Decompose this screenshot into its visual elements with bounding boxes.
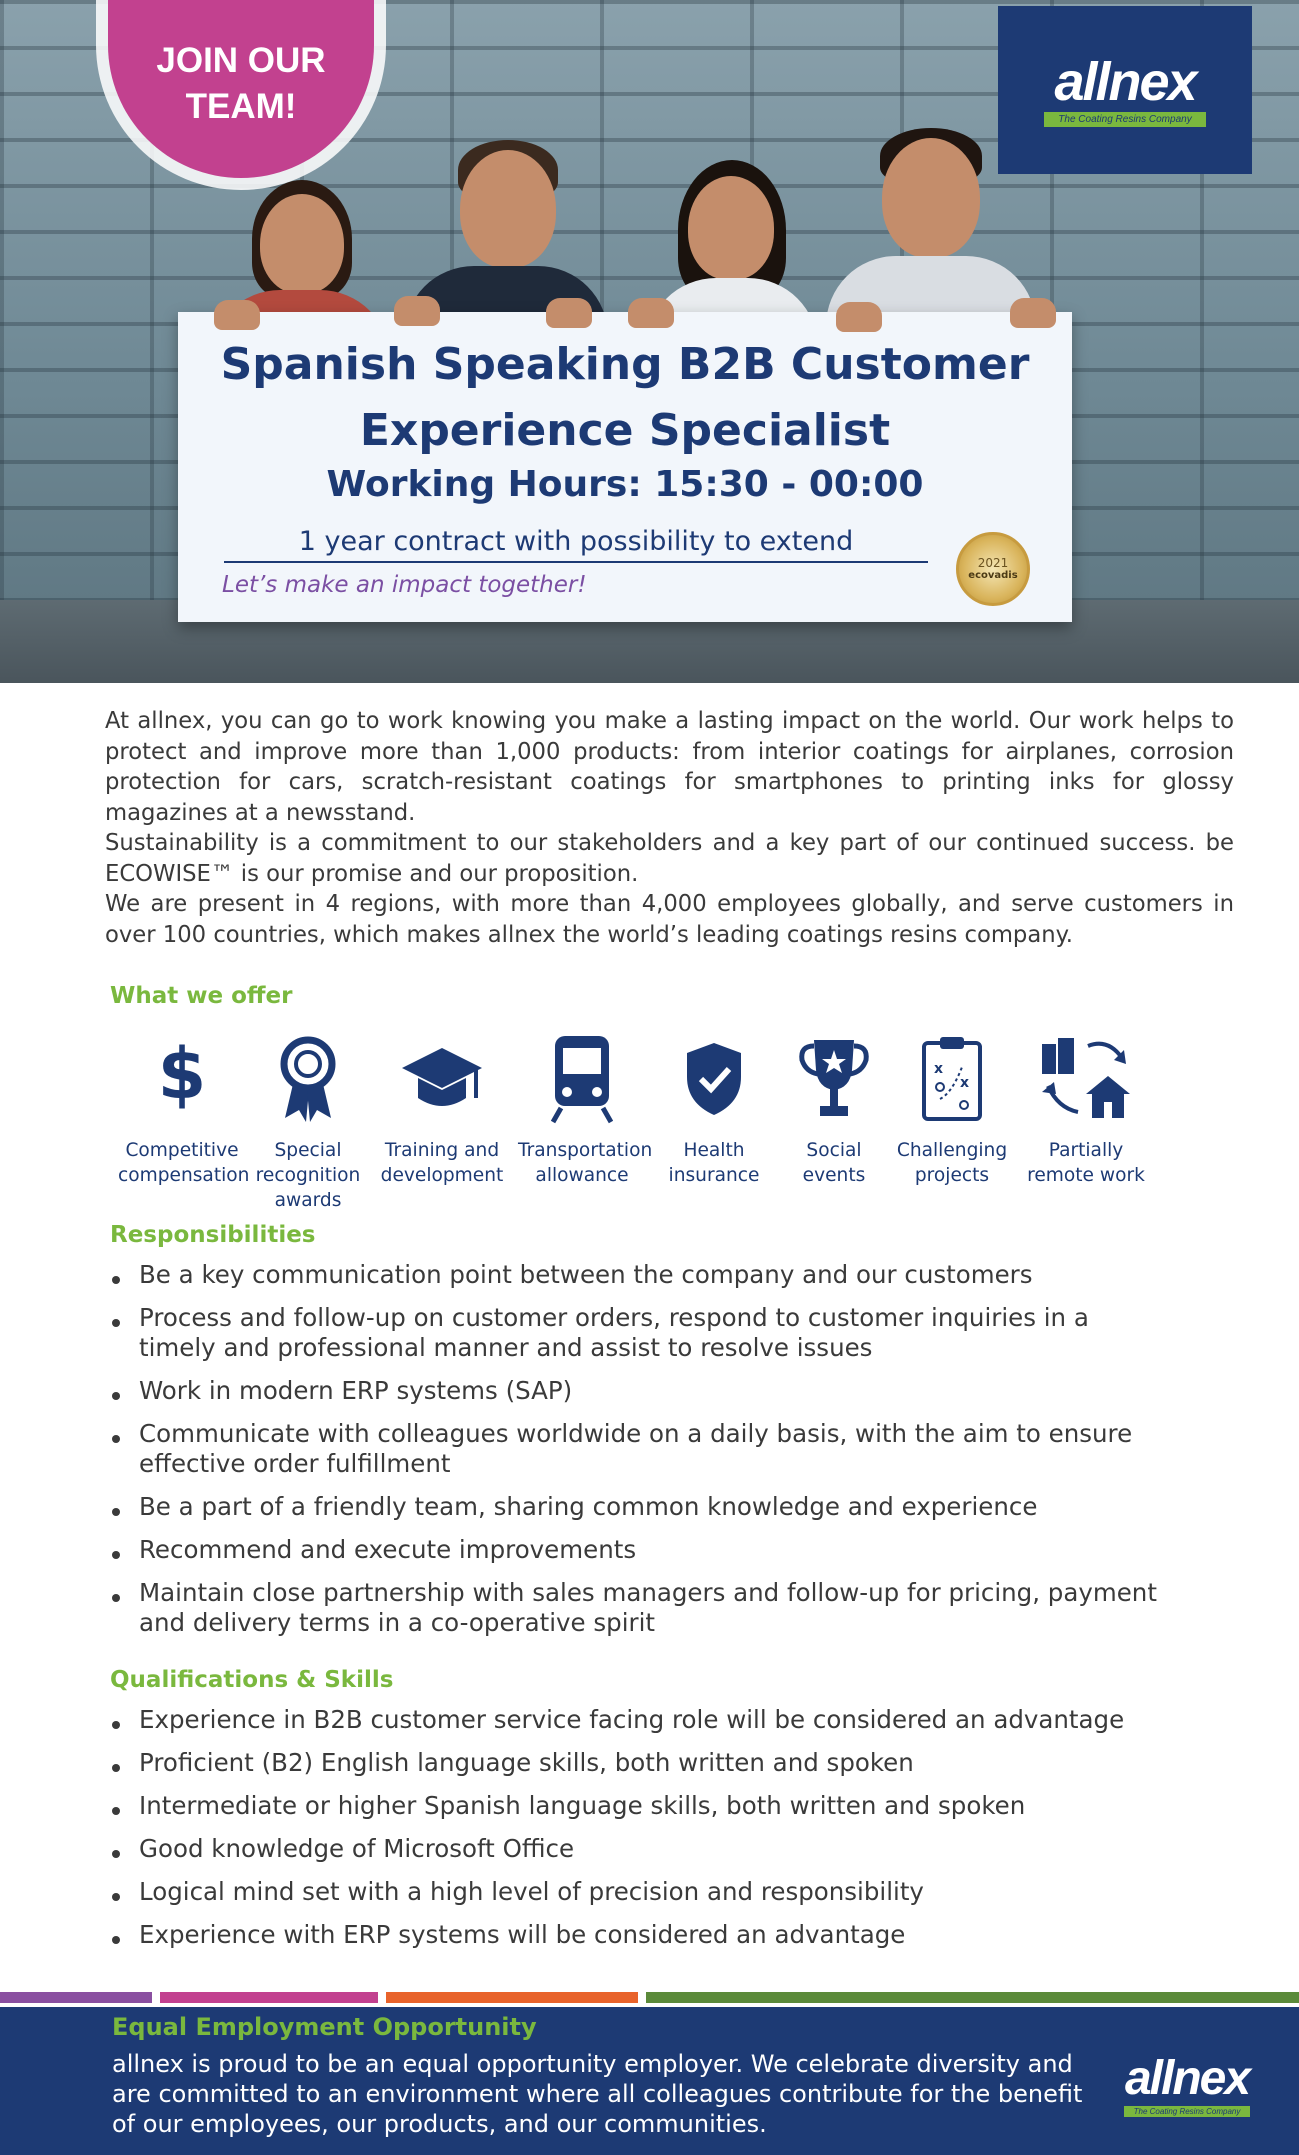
offer-label: Health insurance [668, 1140, 760, 1186]
offers-row [118, 1028, 1158, 1211]
bullet-icon [112, 1850, 120, 1858]
impact-slogan: Let’s make an impact together! [222, 572, 587, 598]
bullet-icon [112, 1392, 120, 1400]
bullet-icon [112, 1893, 120, 1901]
list-item: Communicate with colleagues worldwide on a daily basis, with the aim to ensure effective order fulfillment [110, 1419, 1170, 1479]
hand [836, 302, 882, 332]
offer-label: Challenging projects [896, 1140, 1008, 1186]
hand [214, 300, 260, 330]
bullet-icon [112, 1319, 120, 1327]
qualifications-list [110, 1705, 1210, 1963]
join-our-team-badge [108, 0, 374, 178]
list-item: Process and follow-up on customer orders, respond to customer inquiries in a timely and professional manner and assist to resolve issues [110, 1303, 1170, 1363]
list-item: Proficient (B2) English language skills, both written and spoken [110, 1748, 1210, 1778]
intro-paragraph: We are present in 4 regions, with more than 4,000 employees globally, and serve customers in over 100 countries, which makes allnex the world’s leading coatings resins company. [105, 891, 1234, 948]
responsibilities-heading: Responsibilities [110, 1222, 316, 1248]
bullet-icon [112, 1508, 120, 1516]
logo-wordmark: allnex [1054, 51, 1196, 112]
stripe-magenta [160, 1992, 378, 2003]
list-item: Intermediate or higher Spanish language skills, both written and spoken [110, 1791, 1210, 1821]
list-item: Experience in B2B customer service facing role will be considered an advantage [110, 1705, 1210, 1735]
shield-check-icon [650, 1028, 778, 1120]
equal-opportunity-footer [0, 2007, 1299, 2155]
footer-allnex-logo [1112, 2045, 1262, 2125]
list-item: Logical mind set with a high level of precision and responsibility [110, 1877, 1210, 1907]
office-to-home-icon [1022, 1028, 1150, 1120]
offers-heading: What we offer [110, 983, 293, 1009]
offer-projects [888, 1028, 1016, 1188]
train-icon [518, 1028, 646, 1120]
logo-wordmark: allnex [1124, 2051, 1250, 2105]
logo-tagline: The Coating Resins Company [1124, 2106, 1251, 2117]
offer-label: Competitive compensation [118, 1140, 250, 1186]
ecovadis-medal-icon [956, 532, 1030, 606]
hand [628, 298, 674, 328]
intro-paragraph: At allnex, you can go to work knowing you make a lasting impact on the world. Our work helps to protect and improve more than 1,000 products: from interior coatings for airplanes, corrosion protection for cars, scratch-resistant coatings for smartphones to printing inks for glossy magazines at a newsstand. [105, 708, 1234, 826]
bullet-icon [112, 1276, 120, 1284]
offer-compensation [118, 1028, 250, 1188]
hand [394, 296, 440, 326]
list-item: Be a part of a friendly team, sharing common knowledge and experience [110, 1492, 1170, 1522]
svg-text:x: x [934, 1060, 944, 1077]
list-item: Experience with ERP systems will be considered an advantage [110, 1920, 1210, 1950]
bullet-icon [112, 1435, 120, 1443]
bullet-icon [112, 1807, 120, 1815]
hand [1010, 298, 1056, 328]
qualifications-heading: Qualifications & Skills [110, 1667, 394, 1693]
bullet-icon [112, 1551, 120, 1559]
hand [546, 298, 592, 328]
svg-text:x: x [960, 1074, 970, 1091]
offer-label: Social events [802, 1140, 866, 1186]
job-title-sign [178, 312, 1072, 622]
list-item: Maintain close partnership with sales managers and follow-up for pricing, payment and delivery terms in a co-operative spirit [110, 1578, 1170, 1638]
list-item: Be a key communication point between the company and our customers [110, 1260, 1170, 1290]
offer-remote [1022, 1028, 1150, 1188]
stripe-orange [386, 1992, 638, 2003]
offer-recognition [244, 1028, 372, 1213]
bullet-icon [112, 1764, 120, 1772]
trophy-icon [770, 1028, 898, 1120]
footer-text: allnex is proud to be an equal opportunity employer. We celebrate diversity and are committed to an environment where all colleagues contribute for the benefit of our employees, our products, and our communities. [112, 2050, 1083, 2138]
responsibilities-list [110, 1260, 1170, 1651]
list-item: Work in modern ERP systems (SAP) [110, 1376, 1170, 1406]
list-item: Recommend and execute improvements [110, 1535, 1170, 1565]
medal-icon [244, 1028, 372, 1120]
list-item: Good knowledge of Microsoft Office [110, 1834, 1210, 1864]
logo-tagline: The Coating Resins Company [1044, 112, 1205, 127]
offer-social [770, 1028, 898, 1188]
intro-paragraph: Sustainability is a commitment to our stakeholders and a key part of our continued success. be ECOWISE™ is our promise and our proposition. [105, 830, 1234, 887]
allnex-logo [998, 6, 1252, 174]
graduation-cap-icon [378, 1028, 506, 1120]
footer-title: Equal Employment Opportunity [112, 2013, 537, 2041]
ecovadis-year: 2021 [977, 555, 1009, 570]
offer-label: Transportation allowance [518, 1140, 653, 1186]
offer-label: Training and development [380, 1140, 504, 1186]
bullet-icon [112, 1721, 120, 1729]
clipboard-strategy-icon [888, 1028, 1016, 1120]
job-title: Spanish Speaking B2B Customer Experience Specialist [220, 339, 1030, 456]
stripe-purple [0, 1992, 152, 2003]
offer-training [378, 1028, 506, 1188]
offer-label: Partially remote work [1027, 1140, 1145, 1186]
bullet-icon [112, 1594, 120, 1602]
company-intro [105, 706, 1234, 950]
stripe-green [646, 1992, 1299, 2003]
hero-banner [0, 0, 1299, 683]
contract-info: 1 year contract with possibility to extend [224, 526, 928, 563]
dollar-icon: $ [157, 1033, 207, 1115]
offer-health [650, 1028, 778, 1188]
join-badge-text: JOIN OUR TEAM! [156, 41, 326, 126]
offer-label: Special recognition awards [255, 1140, 361, 1211]
working-hours: Working Hours: 15:30 - 00:00 [326, 464, 924, 505]
offer-transportation [518, 1028, 653, 1188]
ecovadis-name: ecovadis [968, 569, 1018, 581]
bullet-icon [112, 1936, 120, 1944]
